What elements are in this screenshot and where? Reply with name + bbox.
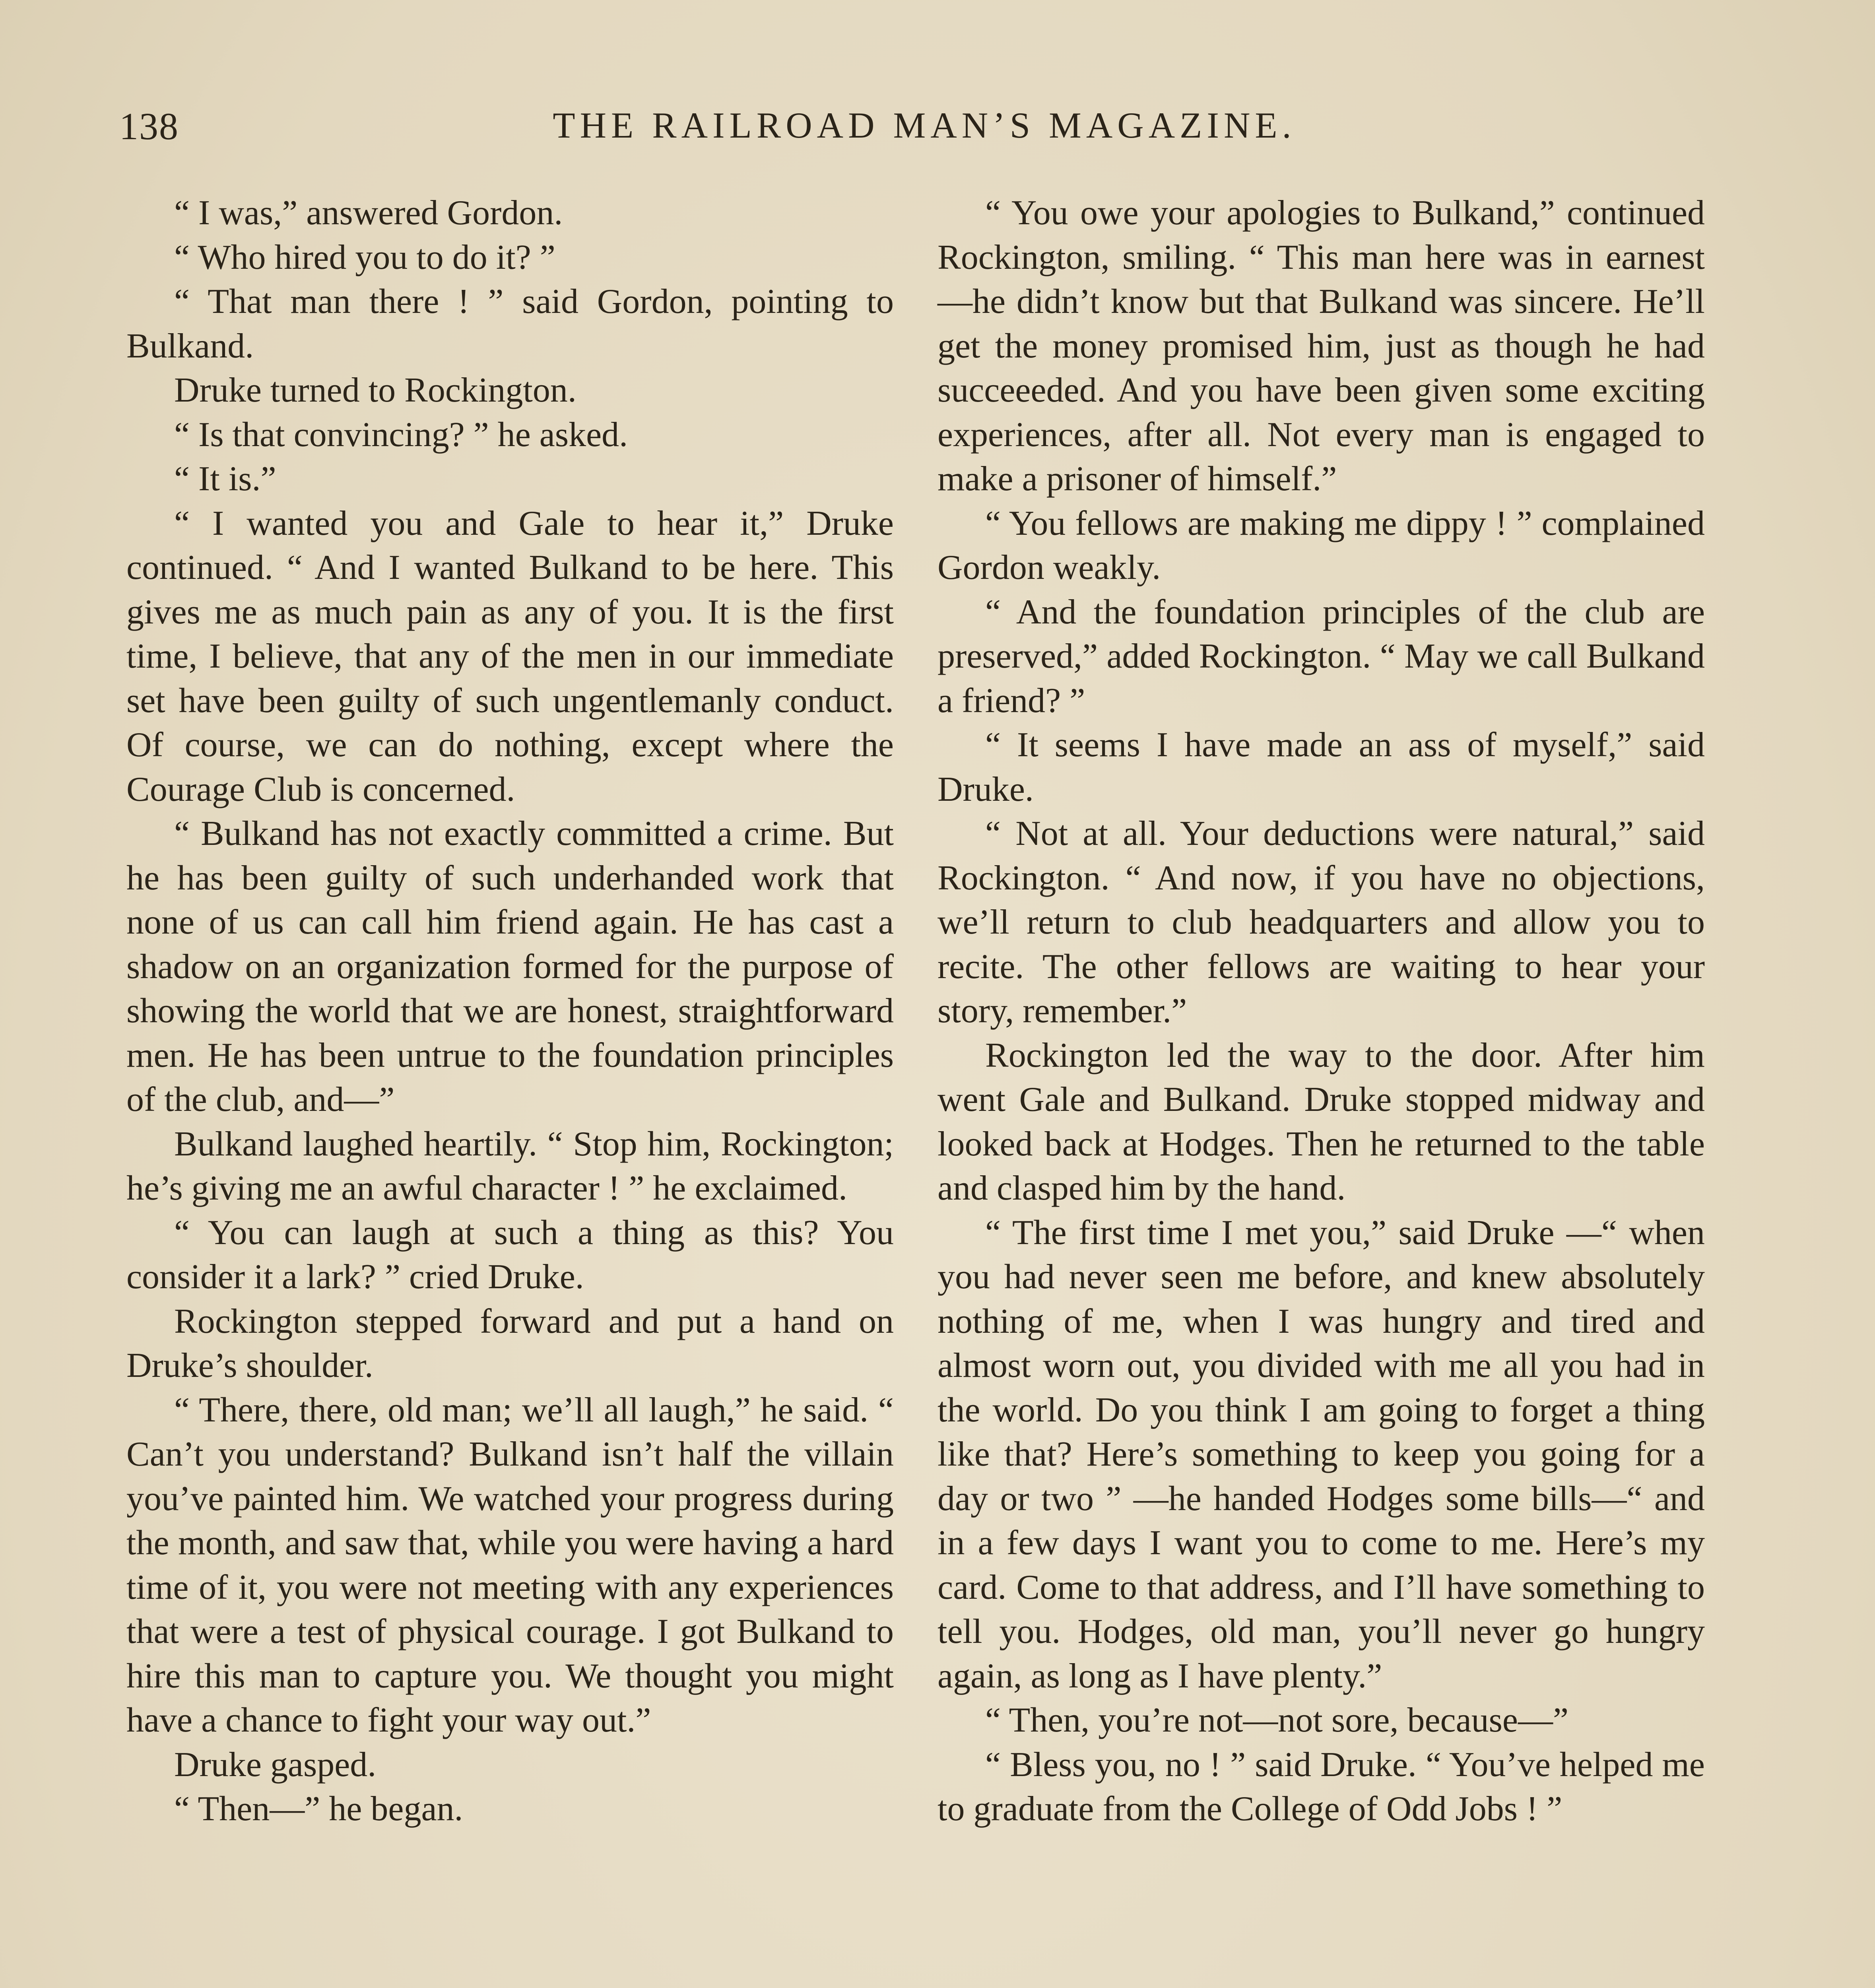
paragraph: “ I was,” answered Gordon. bbox=[174, 194, 563, 232]
paragraph: Bulkand laughed heartily. “ Stop him, Rockington; he’s giving me an awful character ! ” he exclaimed. bbox=[126, 1124, 894, 1208]
paragraph: Rockington stepped forward and put a hand on Druke’s shoulder. bbox=[126, 1302, 894, 1385]
paragraph: “ And the foundation principles of the club are preserved,” added Rockington. “ May we call Bulkand a friend? ” bbox=[938, 592, 1705, 720]
paragraph: “ You fellows are making me dippy ! ” complained Gordon weakly. bbox=[938, 504, 1705, 587]
right-column bbox=[938, 191, 1705, 1831]
paragraph: “ Then—” he began. bbox=[174, 1790, 463, 1828]
paragraph: “ There, there, old man; we’ll all laugh,” he said. “ Can’t you understand? Bulkand isn’t half the villain you’ve painted him. We watched your progress during the month, and saw that, while you were having a hard time of it, you were not meeting with any experiences that were a test of physical courage. I got Bulkand to hire this man to capture you. We thought you might have a chance to fight your way out.” bbox=[126, 1390, 894, 1740]
paragraph: “ That man there ! ” said Gordon, pointing to Bulkand. bbox=[126, 282, 894, 365]
paragraph: “ Not at all. Your deductions were natural,” said Rockington. “ And now, if you have no objections, we’ll return to club headquarters and allow you to recite. The other fellows are waiting to hear your story, remember.” bbox=[938, 814, 1705, 1030]
left-column bbox=[126, 191, 894, 1831]
paragraph: Druke gasped. bbox=[174, 1745, 377, 1784]
paragraph: “ It seems I have made an ass of myself,” said Druke. bbox=[938, 726, 1705, 809]
paragraph: “ The first time I met you,” said Druke —“ when you had never seen me before, and knew absolutely nothing of me, when I was hungry and tired and almost worn out, you divided with me all you had in the world. Do you think I am going to forget a thing like that? Here’s something to keep you going for a day or two ” —he handed Hodges some bills—“ and in a few days I want you to come to me. Here’s my card. Come to that address, and I’ll have something to tell you. Hodges, old man, you’ll never go hungry again, as long as I have plenty.” bbox=[938, 1213, 1705, 1695]
paragraph: “ Who hired you to do it? ” bbox=[174, 238, 555, 277]
paragraph: “ Is that convincing? ” he asked. bbox=[174, 415, 628, 454]
paragraph: “ It is.” bbox=[174, 460, 276, 498]
running-title: THE RAILROAD MAN’S MAGAZINE. bbox=[553, 105, 1296, 146]
paragraph: “ Bless you, no ! ” said Druke. “ You’ve helped me to graduate from the College of Odd Jobs ! ” bbox=[938, 1745, 1705, 1828]
paragraph: “ I wanted you and Gale to hear it,” Druke continued. “ And I wanted Bulkand to be here. This gives me as much pain as any of you. It is the first time, I believe, that any of the men in our immediate set have been guilty of such ungentlemanly conduct. Of course, we can do nothing, except where the Courage Club is concerned. bbox=[126, 504, 894, 809]
paragraph: “ Bulkand has not exactly committed a crime. But he has been guilty of such underhanded work that none of us can call him friend again. He has cast a shadow on an organization formed for the purpose of showing the world that we are honest, straightforward men. He has been untrue to the foundation principles of the club, and—” bbox=[126, 814, 894, 1119]
paragraph: “ You can laugh at such a thing as this? You consider it a lark? ” cried Druke. bbox=[126, 1213, 894, 1296]
paragraph: Rockington led the way to the door. After him went Gale and Bulkand. Druke stopped midway and looked back at Hodges. Then he returned to the table and clasped him by the hand. bbox=[938, 1036, 1705, 1208]
paragraph: “ Then, you’re not—not sore, because—” bbox=[985, 1701, 1568, 1740]
page-number: 138 bbox=[119, 105, 179, 148]
paragraph: Druke turned to Rockington. bbox=[174, 371, 576, 410]
paragraph: “ You owe your apologies to Bulkand,” continued Rockington, smiling. “ This man here was in earnest—he didn’t know but that Bulkand was sincere. He’ll get the money promised him, just as though he had succeeeded. And you have been given some exciting experiences, after all. Not every man is engaged to make a prisoner of himself.” bbox=[938, 194, 1705, 498]
page-header bbox=[119, 104, 1729, 152]
